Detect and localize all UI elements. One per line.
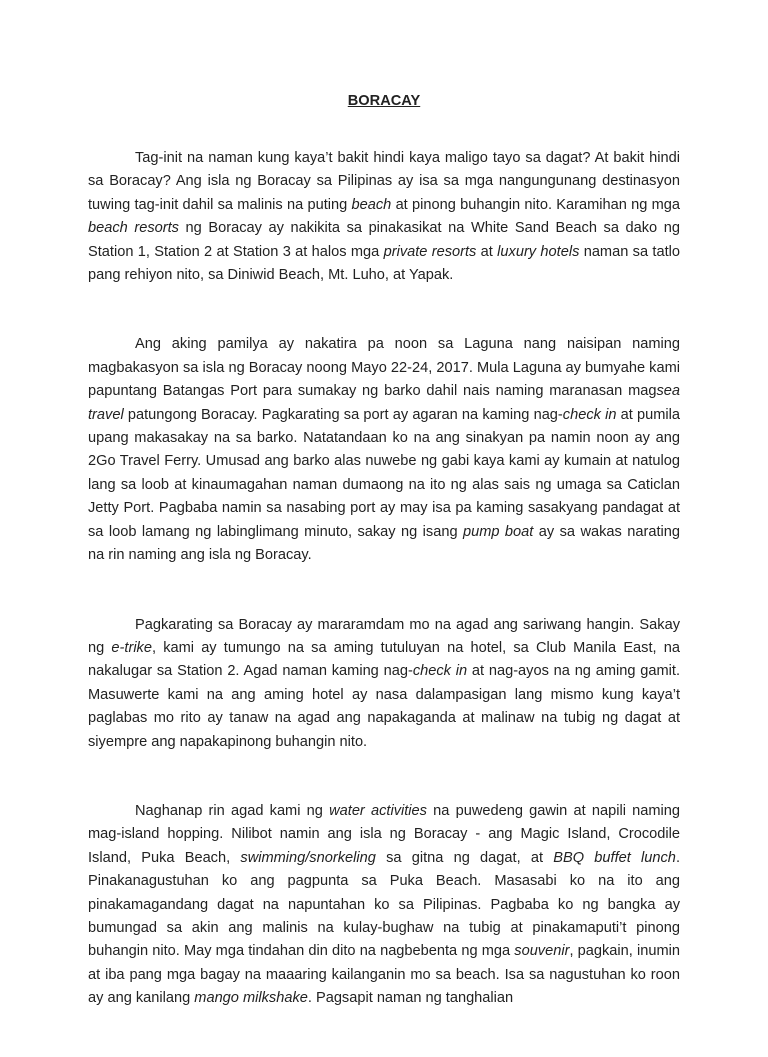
italic-text: water activities	[329, 802, 427, 819]
italic-text: BBQ buffet lunch	[553, 849, 676, 866]
paragraph	[88, 800, 680, 1011]
italic-text: swimming/snorkeling	[240, 849, 376, 866]
text-run: patungong Boracay. Pagkarating sa port ay agaran na kaming nag-	[123, 406, 563, 423]
text-run: ay sa wakas narating na rin naming ang isla ng Boracay.	[88, 523, 680, 564]
paragraph	[88, 333, 680, 567]
text-run: ng Boracay ay nakikita sa pinakasikat na White Sand Beach sa dako ng Station 1, Station 2 at Station 3 at halos mga	[88, 220, 680, 260]
text-run: at pinong buhangin nito. Karamihan ng mga	[391, 196, 681, 213]
paragraph	[88, 147, 680, 287]
text-run: Ang aking pamilya ay nakatira pa noon sa Laguna nang naisipan naming magbakasyon sa isla ng Boracay noong Mayo 22-24, 2017. Mula Laguna ay bumyahe kami papuntang Batangas Port para sumakay ng barko dahil nais naming maranasan mag	[88, 336, 680, 400]
italic-text: pump boat	[463, 523, 534, 540]
italic-text: mango milkshake	[194, 990, 308, 1007]
text-run: , pagkain, inumin at iba pang mga bagay na maaaring kailanganin mo sa beach. Isa sa nagustuhan ko roon ay ang kanilang	[88, 943, 680, 1007]
text-run: Tag-init na naman kung kaya’t bakit hindi kaya maligo tayo sa dagat? At bakit hindi sa Boracay? Ang isla ng Boracay sa Pilipinas ay isa sa mga nangungunang destinasyon tuwing tag-init dahil sa malinis na puting	[88, 150, 680, 213]
text-run: at pumila upang makasakay na sa barko. Natatandaan ko na ang sinakyan pa namin noon ay ang 2Go Travel Ferry. Umusad ang barko alas nuwebe ng gabi kaya kami ay kumain at natulog lang sa loob at kinaumagahan naman dumaong na ito ng alas sais ng umaga sa Caticlan Jetty Port. Pagbaba namin sa nasabing port ay may isa pa kaming sasakyang pandagat at sa loob lamang ng labinglimang minuto, sakay ng isang	[88, 406, 680, 540]
text-run: , kami ay tumungo na sa aming tutuluyan na hotel, sa Club Manila East, na nakalugar sa Station 2. Agad naman kaming nag-	[88, 639, 680, 680]
italic-text: beach resorts	[88, 220, 179, 237]
text-run: . Pinakanagustuhan ko ang pagpunta sa Puka Beach. Masasabi ko na ito ang pinakamagandang dagat na napuntahan ko sa Pilipinas. Pagbaba ko ng bangka ay bumungad sa akin ang malinis na kulay-bughaw na tubig at pinakamaputi’t pinong buhangin nito. May mga tindahan din dito na nagbebenta ng mga	[88, 849, 680, 960]
document-title: BORACAY	[347, 93, 421, 109]
text-run: at	[476, 243, 498, 260]
text-run: sa gitna ng dagat, at	[375, 849, 554, 866]
document-page	[88, 88, 680, 1057]
italic-text: sea travel	[88, 383, 680, 423]
text-run: na puwedeng gawin at napili naming mag-island hopping. Nilibot namin ang isla ng Boracay - ang Magic Island, Crocodile Island, Puka Beach,	[88, 802, 681, 866]
text-run: Pagkarating sa Boracay ay mararamdam mo na agad ang sariwang hangin. Sakay ng	[88, 616, 680, 656]
italic-text: check in	[562, 406, 617, 423]
italic-text: private resorts	[383, 243, 477, 260]
text-run: naman sa tatlo pang rehiyon nito, sa Diniwid Beach, Mt. Luho, at Yapak.	[88, 243, 680, 284]
italic-text: luxury hotels	[497, 243, 580, 260]
italic-text: check in	[412, 663, 468, 680]
italic-text: beach	[351, 196, 392, 213]
text-run: at nag-ayos na ng aming gamit. Masuwerte kami na ang aming hotel ay nasa dalampasigan lang mismo kung kaya’t paglabas mo rito ay tanaw na agad ang napakaganda at malinaw na tubig ng dagat at siyempre ang napakapinong buhangin nito.	[88, 663, 680, 750]
document-body	[88, 147, 680, 1011]
paragraph	[88, 614, 680, 754]
text-run: . Pagsapit naman ng tanghalian	[307, 990, 514, 1007]
italic-text: e-trike	[111, 639, 152, 656]
italic-text: souvenir	[514, 943, 570, 960]
text-run: Naghanap rin agad kami ng	[135, 802, 330, 819]
